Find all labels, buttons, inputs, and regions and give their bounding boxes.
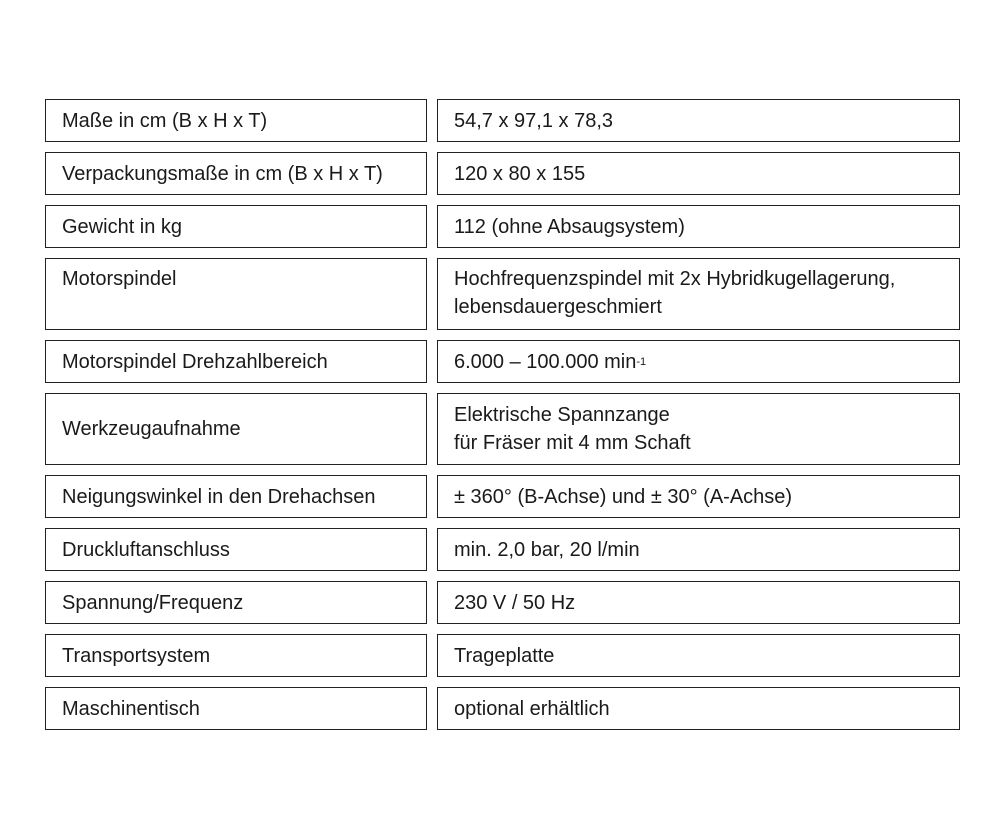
spec-table: [45, 99, 960, 740]
spec-row-speed-range: [45, 340, 960, 383]
spec-value: min. 2,0 bar, 20 l/min: [437, 528, 960, 571]
spec-label: Motorspindel Drehzahlbereich: [45, 340, 427, 383]
spec-row-tool-holder: [45, 393, 960, 465]
spec-value: Trageplatte: [437, 634, 960, 677]
spec-row-spindle: [45, 258, 960, 330]
spec-label: Verpackungsmaße in cm (B x H x T): [45, 152, 427, 195]
spec-value: optional erhältlich: [437, 687, 960, 730]
spec-value: [437, 393, 960, 465]
spec-value-text: 6.000 – 100.000 min: [454, 350, 637, 373]
spec-row-voltage: [45, 581, 960, 624]
spec-row-dimensions: [45, 99, 960, 142]
spec-value: 230 V / 50 Hz: [437, 581, 960, 624]
spec-value-line: für Fräser mit 4 mm Schaft: [454, 432, 691, 454]
spec-label: Transportsystem: [45, 634, 427, 677]
spec-row-weight: [45, 205, 960, 248]
spec-label: Neigungswinkel in den Drehachsen: [45, 475, 427, 518]
spec-label: Werkzeugaufnahme: [45, 393, 427, 465]
spec-label: Maschinentisch: [45, 687, 427, 730]
spec-row-packaging: [45, 152, 960, 195]
spec-value-line: lebensdauergeschmiert: [454, 296, 662, 318]
spec-value: 120 x 80 x 155: [437, 152, 960, 195]
spec-value-line: Elektrische Spannzange: [454, 404, 670, 426]
spec-label: Druckluftanschluss: [45, 528, 427, 571]
spec-label: Motorspindel: [45, 258, 427, 330]
spec-value: ± 360° (B-Achse) und ± 30° (A-Achse): [437, 475, 960, 518]
spec-value: 112 (ohne Absaugsystem): [437, 205, 960, 248]
spec-value-line: Hochfrequenzspindel mit 2x Hybridkugellagerung,: [454, 268, 896, 290]
spec-value: [437, 258, 960, 330]
spec-label: Maße in cm (B x H x T): [45, 99, 427, 142]
spec-value: 6.000 – 100.000 min -1: [437, 340, 960, 383]
spec-label: Spannung/Frequenz: [45, 581, 427, 624]
spec-value: 54,7 x 97,1 x 78,3: [437, 99, 960, 142]
spec-label: Gewicht in kg: [45, 205, 427, 248]
spec-row-transport: [45, 634, 960, 677]
spec-row-machine-table: [45, 687, 960, 730]
spec-row-tilt-angle: [45, 475, 960, 518]
spec-row-compressed-air: [45, 528, 960, 571]
